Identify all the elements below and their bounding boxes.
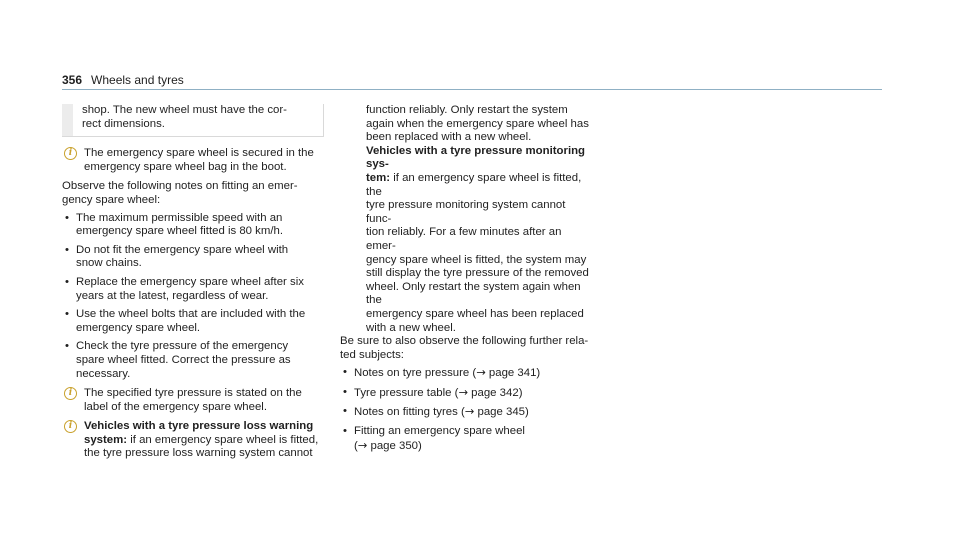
text-line: tyre pressure monitoring system cannot func-: [366, 199, 566, 225]
page-ref: page 342): [468, 386, 523, 399]
left-column: [62, 104, 324, 467]
text-line: again when the emergency spare wheel has: [366, 117, 589, 130]
text-line: ted subjects:: [340, 348, 404, 361]
text-line: gency spare wheel is fitted, the system may: [366, 253, 587, 266]
page-header: [62, 74, 184, 88]
text-line: • Check the tyre pressure of the emergency: [76, 340, 289, 353]
section-title: Wheels and tyres: [91, 73, 184, 87]
text-line: The specified tyre pressure is stated on the: [84, 387, 302, 400]
text-span: if an emergency spare wheel is fitted,: [127, 433, 319, 446]
link-text: Tyre pressure table (: [354, 386, 459, 399]
list-item: [62, 308, 324, 335]
text-line: years at the latest, regardless of wear.: [76, 289, 269, 302]
rules-list: [62, 212, 324, 382]
info-note: [62, 387, 324, 414]
text-line: wheel. Only restart the system again when the: [366, 280, 581, 307]
text-line: been replaced with a new wheel.: [366, 131, 532, 144]
text-line: • Use the wheel bolts that are included with the: [76, 308, 306, 321]
text-line: shop. The new wheel must have the cor-: [82, 104, 287, 116]
text-line: • Replace the emergency spare wheel after six: [76, 275, 304, 288]
text-line: the tyre pressure loss warning system cannot: [84, 447, 313, 460]
bold-heading: Vehicles with a tyre pressure monitoring sys-: [366, 144, 586, 171]
text-line: emergency spare wheel has been replaced: [366, 307, 584, 320]
note-continuation: [340, 104, 590, 335]
text-line: tion reliably. For a few minutes after an emer-: [366, 226, 562, 252]
list-item: [62, 276, 324, 303]
text-line: Observe the following notes on fitting an emer-: [62, 180, 298, 193]
page-ref: page 350): [367, 439, 422, 452]
link-item[interactable]: [340, 405, 590, 420]
link-text: Notes on tyre pressure (: [354, 367, 477, 380]
info-note: [62, 147, 324, 174]
text-line: still display the tyre pressure of the removed: [366, 267, 589, 280]
text-line: necessary.: [76, 367, 131, 380]
text-line: Be sure to also observe the following further rela-: [340, 335, 589, 348]
arrow-right-icon: →: [458, 384, 469, 399]
text-line: gency spare wheel:: [62, 193, 161, 206]
arrow-right-icon: →: [464, 404, 475, 419]
observe-paragraph: [340, 335, 590, 362]
link-text: • Fitting an emergency spare wheel: [354, 425, 525, 438]
warning-bar: [62, 104, 73, 136]
info-note: [62, 420, 324, 461]
info-icon: i: [64, 420, 77, 433]
text-line: emergency spare wheel.: [76, 321, 201, 334]
list-item: [62, 340, 324, 381]
arrow-right-icon: →: [357, 437, 368, 452]
text-span: if an emergency spare wheel is fitted, the: [366, 171, 582, 198]
text-line: snow chains.: [76, 257, 142, 270]
page-ref: page 345): [474, 406, 529, 419]
page-ref: page 341): [485, 367, 541, 380]
bold-heading: Vehicles with a tyre pressure loss warning: [84, 420, 314, 433]
text-line: • The maximum permissible speed with an: [76, 211, 283, 224]
continued-warning-box: [62, 104, 324, 137]
text-line: spare wheel fitted. Correct the pressure as: [76, 353, 291, 366]
text-line: emergency spare wheel fitted is 80 km/h.: [76, 225, 284, 238]
link-text: Notes on fitting tyres (: [354, 406, 465, 419]
info-icon: i: [64, 387, 77, 400]
bold-heading: tem:: [366, 171, 391, 184]
text-line: • Do not fit the emergency spare wheel with: [76, 243, 289, 256]
link-item[interactable]: [340, 425, 590, 453]
header-rule: [62, 89, 882, 90]
text-line: with a new wheel.: [366, 321, 456, 334]
text-line: function reliably. Only restart the system: [366, 104, 568, 116]
bold-heading: system:: [84, 433, 128, 446]
page-number: 356: [62, 73, 83, 87]
info-icon: i: [64, 147, 77, 160]
list-item: [62, 244, 324, 271]
link-item[interactable]: [340, 386, 590, 401]
link-item[interactable]: [340, 366, 590, 381]
text-line: The emergency spare wheel is secured in the: [84, 147, 314, 160]
related-links-list: [340, 366, 590, 453]
list-item: [62, 212, 324, 239]
text-line: emergency spare wheel bag in the boot.: [84, 160, 287, 173]
right-column: [340, 104, 590, 459]
intro-paragraph: [62, 180, 324, 207]
paren: (: [354, 439, 358, 452]
text-line: label of the emergency spare wheel.: [84, 400, 267, 413]
arrow-right-icon: →: [476, 365, 486, 380]
text-line: rect dimensions.: [82, 117, 165, 130]
